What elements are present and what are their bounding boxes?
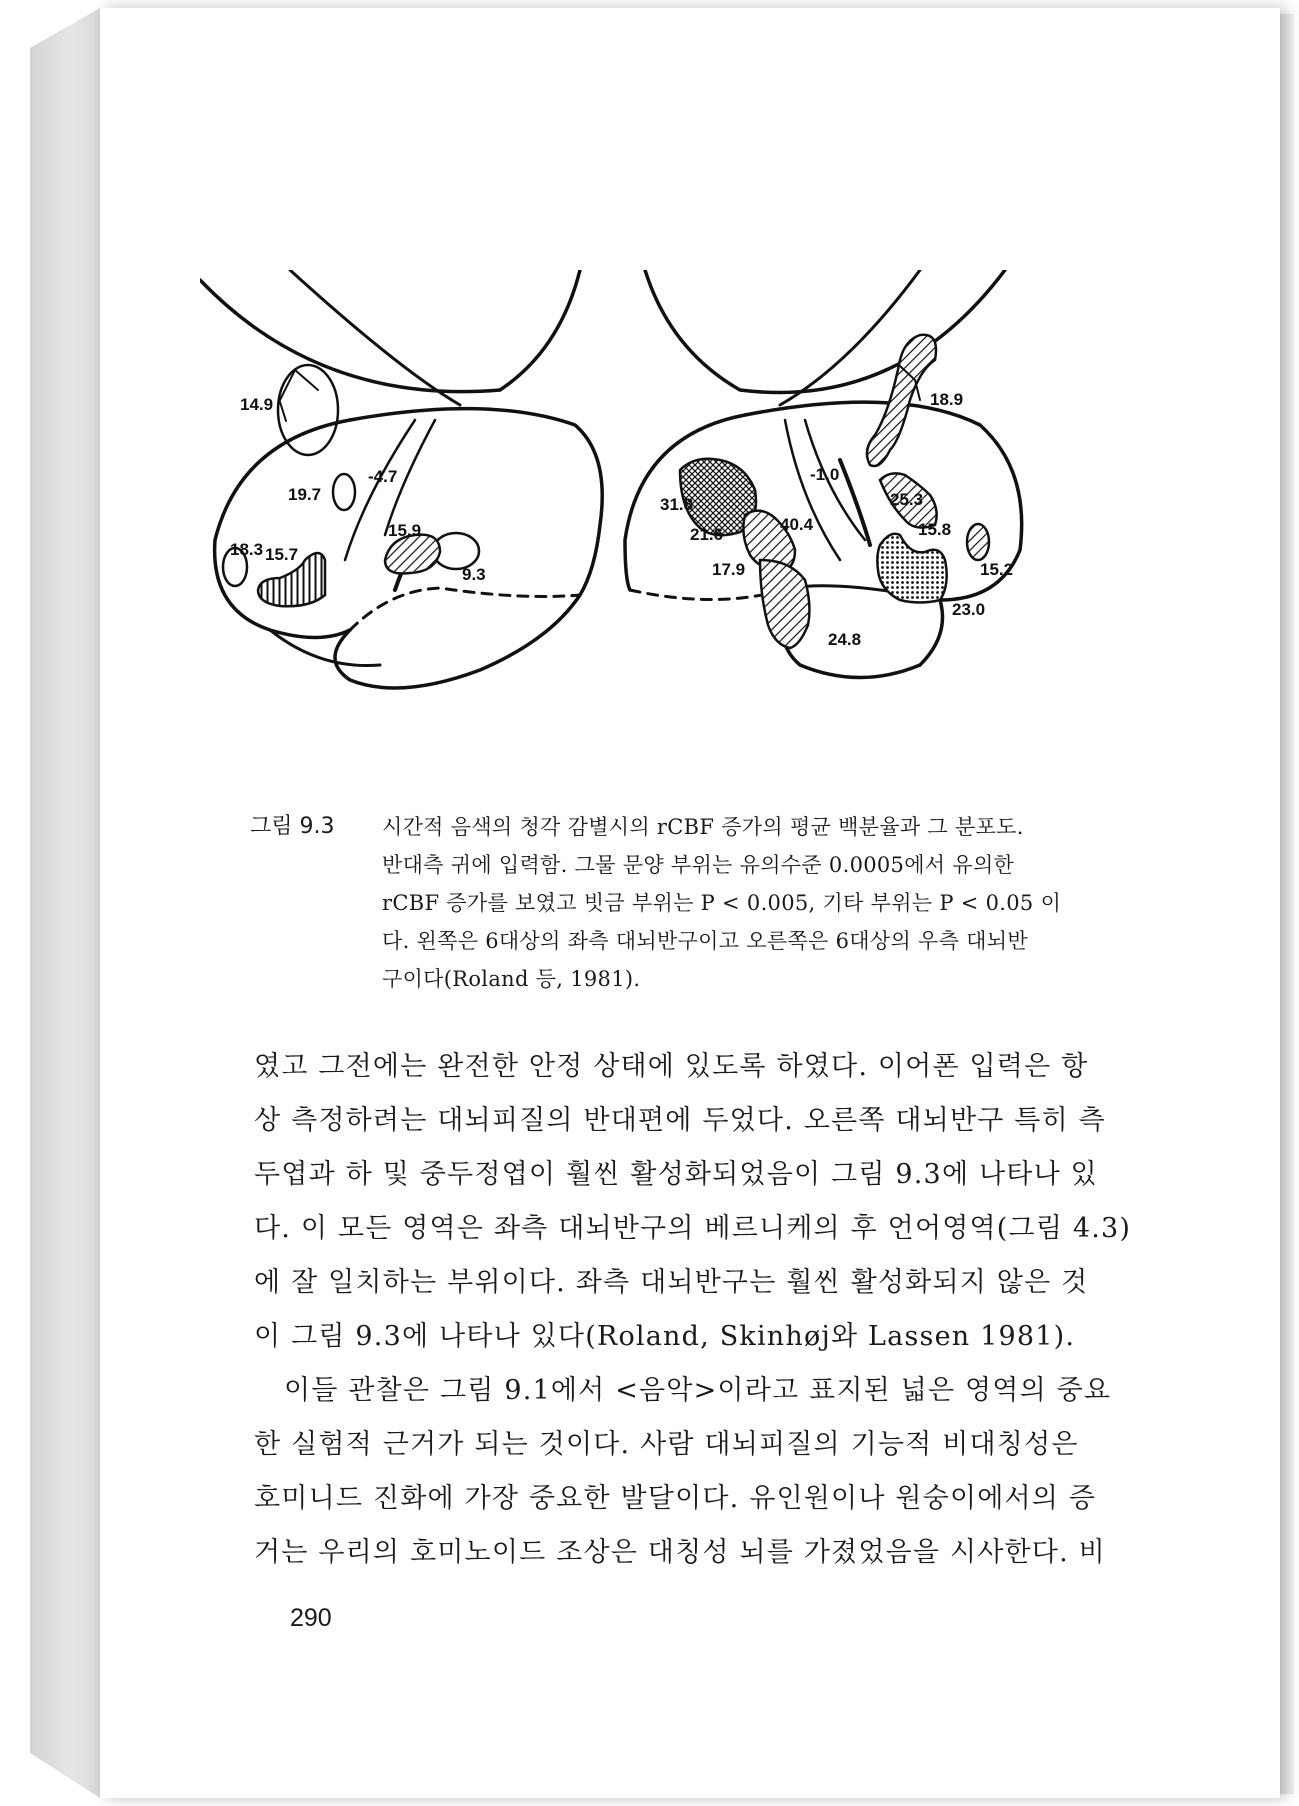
book-page-edge — [1280, 14, 1294, 1794]
body-line: 이 그림 9.3에 나타나 있다(Roland, Skinhøj와 Lassen 1981). — [254, 1321, 1076, 1352]
caption-line: rCBF 증가를 보였고 빗금 부위는 P < 0.005, 기타 부위는 P < 0.05 이 — [382, 891, 1062, 915]
region-value-label: 18.3 — [230, 540, 264, 559]
brain-diagram-figure — [200, 270, 1180, 770]
body-line: 거는 우리의 호미노이드 조상은 대칭성 뇌를 가졌었음을 시사한다. 비 — [254, 1537, 1106, 1568]
region-value-label: 15.9 — [388, 521, 422, 540]
body-line: 상 측정하려는 대뇌피질의 반대편에 두었다. 오른쪽 대뇌반구 특히 측 — [254, 1105, 1106, 1136]
region-value-label: 25.3 — [890, 490, 924, 509]
caption-line: 시간적 음색의 청각 감별시의 rCBF 증가의 평균 백분율과 그 분포도. — [382, 815, 1024, 839]
caption-line: 다. 왼쪽은 6대상의 좌측 대뇌반구이고 오른쪽은 6대상의 우측 대뇌반 — [382, 929, 1028, 953]
region-value-label: -4.7 — [368, 467, 398, 486]
figure-number: 그림 9.3 — [250, 814, 335, 839]
region-value-label: 15.7 — [265, 545, 299, 564]
body-line: 에 잘 일치하는 부위이다. 좌측 대뇌반구는 훨씬 활성화되지 않은 것 — [254, 1267, 1089, 1298]
region-value-label: 15.2 — [980, 560, 1014, 579]
caption-line: 구이다(Roland 등, 1981). — [382, 967, 641, 991]
body-text — [254, 1040, 1154, 1580]
body-line: 였고 그전에는 완전한 안정 상태에 있도록 하였다. 이어폰 입력은 항 — [254, 1051, 1089, 1082]
body-line: 다. 이 모든 영역은 좌측 대뇌반구의 베르니케의 후 언어영역(그림 4.3) — [254, 1213, 1132, 1244]
book-spine — [30, 8, 100, 1798]
body-line: 두엽과 하 및 중두정엽이 훨씬 활성화되었음이 그림 9.3에 나타나 있 — [254, 1159, 1098, 1190]
body-line: 한 실험적 근거가 되는 것이다. 사람 대뇌피질의 기능적 비대칭성은 — [254, 1429, 1079, 1460]
region-value-label: 15.8 — [918, 520, 952, 539]
region-value-label: 14.9 — [240, 395, 274, 414]
region-value-label: 9.3 — [462, 565, 486, 584]
left-hemisphere — [200, 270, 602, 688]
region-value-label: 21.6 — [690, 525, 724, 544]
region-value-label: 18.9 — [930, 390, 964, 409]
brain-diagram — [200, 270, 1180, 770]
caption-text — [382, 808, 1152, 998]
region-value-label: 23.0 — [952, 600, 986, 619]
body-line: 호미니드 진화에 가장 중요한 발달이다. 유인원이나 원숭이에서의 증 — [254, 1483, 1097, 1514]
body-line: 이들 관찰은 그림 9.1에서 <음악>이라고 표지된 넓은 영역의 중요 — [284, 1375, 1112, 1406]
region-value-label: 17.9 — [712, 560, 746, 579]
region-value-label: -1.0 — [810, 465, 840, 484]
region-value-label: 24.8 — [828, 630, 862, 649]
region-value-label: 19.7 — [288, 485, 322, 504]
caption-line: 반대측 귀에 입력함. 그물 문양 부위는 유의수준 0.0005에서 유의한 — [382, 853, 1015, 877]
region-value-label: 40.4 — [780, 515, 814, 534]
page-number: 290 — [290, 1604, 332, 1632]
region-value-label: 31.8 — [660, 495, 694, 514]
